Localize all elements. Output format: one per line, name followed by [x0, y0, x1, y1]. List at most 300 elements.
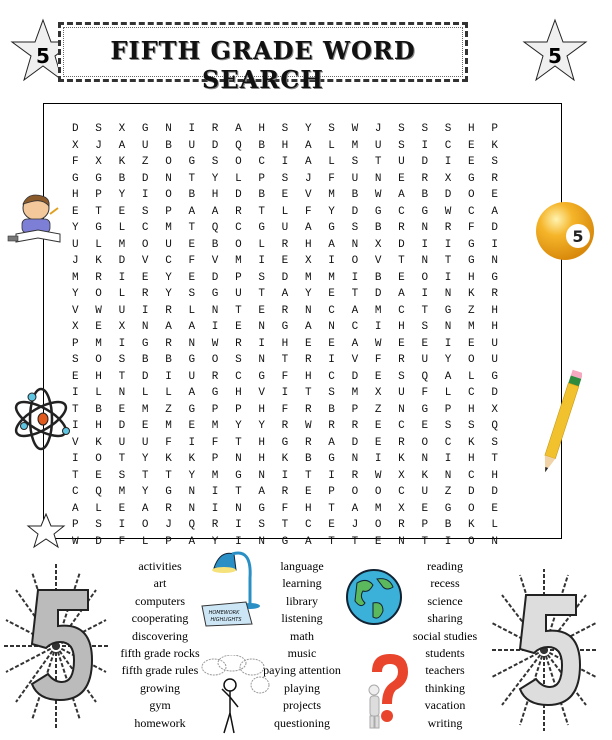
grid-letter: G: [374, 205, 382, 218]
grid-letter: A: [304, 222, 312, 234]
grid-letter: N: [235, 502, 242, 515]
grid-letter: T: [304, 469, 312, 482]
grid-letter: U: [118, 304, 126, 317]
grid-letter: M: [235, 255, 242, 267]
grid-letter: B: [258, 189, 265, 201]
grid-letter: A: [328, 436, 335, 449]
grid-letter: H: [398, 321, 405, 333]
word-list-column-3: [402, 558, 488, 732]
letter-grid: [72, 121, 515, 550]
grid-letter: U: [421, 354, 429, 366]
grid-letter: H: [211, 189, 219, 201]
grid-letter: T: [188, 172, 196, 185]
grid-letter: L: [235, 172, 242, 185]
grid-letter: S: [188, 288, 196, 300]
grid-letter: Q: [188, 519, 196, 531]
grid-letter: P: [421, 519, 429, 531]
grid-letter: Q: [95, 486, 102, 498]
grid-letter: S: [281, 172, 289, 185]
grid-letter: S: [328, 387, 335, 399]
grid-letter: D: [118, 255, 126, 267]
grid-letter: I: [118, 337, 126, 350]
grid-letter: T: [398, 255, 405, 267]
grid-letter: A: [188, 387, 196, 399]
grid-letter: A: [491, 205, 498, 218]
grid-letter: B: [95, 403, 102, 416]
grid-letter: N: [491, 255, 498, 267]
grid-letter: P: [72, 519, 79, 531]
grid-letter: C: [398, 205, 405, 218]
grid-letter: Y: [141, 486, 149, 498]
grid-letter: T: [118, 453, 126, 465]
grid-letter: X: [72, 139, 79, 152]
word-item: social studies: [412, 628, 478, 643]
grid-letter: Z: [165, 403, 172, 416]
grid-letter: P: [165, 535, 172, 548]
grid-letter: E: [95, 469, 102, 482]
grid-letter: W: [351, 123, 359, 135]
word-item: reading: [427, 559, 463, 573]
grid-letter: H: [468, 123, 475, 135]
grid-letter: S: [72, 354, 79, 366]
grid-letter: C: [165, 255, 172, 267]
grid-letter: Z: [468, 304, 475, 317]
grid-letter: E: [468, 337, 475, 350]
grid-letter: H: [468, 271, 475, 284]
grid-letter: T: [421, 535, 429, 548]
grid-letter: F: [72, 156, 79, 168]
grid-letter: D: [491, 387, 498, 399]
grid-letter: Y: [304, 123, 312, 135]
atom-icon: [8, 384, 74, 454]
grid-letter: B: [351, 189, 359, 201]
grid-letter: R: [304, 403, 312, 416]
grid-letter: A: [328, 238, 335, 251]
grid-letter: C: [235, 370, 242, 383]
grid-letter: G: [211, 288, 219, 300]
grid-letter: E: [118, 403, 126, 416]
grid-letter: S: [491, 436, 498, 449]
grid-letter: U: [188, 139, 196, 152]
grid-letter: R: [165, 337, 172, 350]
grid-letter: B: [374, 222, 382, 234]
grid-letter: B: [304, 453, 312, 465]
grid-letter: N: [444, 288, 452, 300]
grid-letter: K: [468, 436, 475, 449]
grid-letter: E: [304, 337, 312, 350]
grid-letter: H: [304, 502, 312, 515]
grid-letter: S: [444, 420, 452, 432]
grid-letter: I: [258, 337, 265, 350]
grid-letter: J: [351, 519, 359, 531]
grid-letter: G: [468, 238, 475, 251]
grid-letter: Q: [421, 370, 429, 383]
grid-letter: G: [258, 222, 265, 234]
grid-letter: O: [165, 189, 172, 201]
grid-letter: N: [421, 255, 429, 267]
grid-letter: R: [398, 354, 405, 366]
grid-letter: H: [235, 387, 242, 399]
grid-letter: N: [235, 453, 242, 465]
grid-letter: R: [304, 354, 312, 366]
grid-letter: K: [118, 156, 126, 168]
grid-letter: G: [141, 337, 149, 350]
grid-letter: C: [328, 370, 335, 383]
grid-letter: E: [374, 420, 382, 432]
grid-letter: I: [374, 453, 382, 465]
grid-letter: U: [398, 387, 405, 399]
word-item: sharing: [427, 611, 463, 626]
grid-letter: E: [374, 535, 382, 548]
grid-letter: I: [72, 420, 79, 432]
svg-text:HIGHLIGHTS: HIGHLIGHTS: [210, 617, 242, 623]
grid-letter: P: [351, 403, 359, 416]
word-item: paying attention: [263, 663, 341, 678]
grid-letter: C: [351, 321, 359, 333]
star-outline-icon: [26, 513, 66, 549]
grid-letter: U: [398, 156, 405, 168]
word-item: art: [153, 576, 167, 591]
grid-letter: V: [72, 304, 79, 317]
grid-letter: L: [118, 222, 126, 234]
grid-letter: D: [491, 486, 498, 498]
grid-letter: M: [351, 387, 359, 399]
grid-letter: J: [374, 123, 382, 135]
grid-letter: T: [328, 535, 335, 548]
grid-letter: K: [421, 469, 429, 482]
grid-letter: I: [188, 123, 196, 135]
svg-text:5: 5: [572, 227, 584, 246]
grid-letter: T: [258, 205, 265, 218]
grid-letter: D: [468, 486, 475, 498]
grid-letter: N: [188, 337, 196, 350]
grid-letter: C: [468, 387, 475, 399]
grid-letter: X: [118, 321, 126, 333]
grid-letter: E: [281, 189, 289, 201]
grid-letter: R: [421, 172, 429, 185]
grid-letter: E: [421, 337, 429, 350]
grid-letter: S: [444, 123, 452, 135]
grid-letter: O: [374, 486, 382, 498]
grid-letter: H: [491, 304, 498, 317]
grid-letter: M: [211, 469, 219, 482]
grid-letter: I: [141, 304, 149, 317]
title-banner: [58, 22, 468, 94]
grid-letter: E: [328, 519, 335, 531]
grid-letter: Y: [141, 453, 149, 465]
word-item: students: [425, 645, 465, 660]
grid-letter: V: [351, 354, 359, 366]
grid-letter: L: [141, 535, 149, 548]
grid-letter: C: [235, 222, 242, 234]
word-item: vacation: [424, 698, 466, 713]
grid-letter: N: [398, 535, 405, 548]
grid-letter: I: [281, 156, 289, 168]
grid-letter: H: [72, 189, 79, 201]
grid-letter: U: [374, 139, 382, 152]
grid-letter: P: [235, 403, 242, 416]
grid-letter: S: [421, 123, 429, 135]
grid-letter: R: [281, 486, 289, 498]
word-item: playing: [284, 680, 320, 695]
big-five-sunburst-left: [2, 560, 110, 732]
grid-letter: I: [421, 288, 429, 300]
grid-letter: G: [491, 370, 498, 383]
grid-letter: S: [328, 123, 335, 135]
grid-letter: T: [118, 370, 126, 383]
grid-letter: G: [281, 321, 289, 333]
grid-letter: E: [281, 255, 289, 267]
grid-letter: U: [491, 337, 498, 350]
grid-letter: M: [304, 271, 312, 284]
grid-letter: A: [444, 370, 452, 383]
grid-letter: A: [211, 205, 219, 218]
grid-letter: E: [374, 436, 382, 449]
grid-letter: A: [165, 321, 172, 333]
grid-letter: R: [491, 172, 498, 185]
grid-letter: E: [72, 205, 79, 218]
grid-letter: R: [211, 123, 219, 135]
grid-letter: D: [141, 370, 149, 383]
grid-letter: I: [118, 519, 126, 531]
grid-letter: K: [95, 436, 102, 449]
grid-letter: U: [421, 486, 429, 498]
grid-letter: U: [141, 436, 149, 449]
grid-letter: A: [398, 288, 405, 300]
grid-letter: A: [398, 189, 405, 201]
grid-letter: I: [235, 519, 242, 531]
grid-letter: E: [328, 288, 335, 300]
grid-letter: H: [258, 453, 265, 465]
grid-letter: T: [491, 453, 498, 465]
grid-letter: H: [491, 321, 498, 333]
grid-letter: U: [235, 288, 242, 300]
grid-letter: Y: [188, 469, 196, 482]
grid-letter: Q: [235, 139, 242, 152]
grid-letter: T: [281, 354, 289, 366]
grid-letter: O: [421, 436, 429, 449]
grid-letter: L: [258, 238, 265, 251]
grid-letter: N: [421, 222, 429, 234]
grid-letter: E: [421, 502, 429, 515]
grid-letter: B: [118, 172, 126, 185]
grid-letter: I: [328, 255, 335, 267]
grid-letter: I: [444, 337, 452, 350]
grid-letter: I: [188, 436, 196, 449]
grid-letter: F: [165, 436, 172, 449]
word-search-grid-box: [43, 103, 562, 548]
grid-letter: X: [374, 387, 382, 399]
grid-letter: O: [95, 354, 102, 366]
word-item: library: [286, 593, 318, 608]
grid-letter: N: [258, 535, 265, 548]
grid-letter: S: [258, 271, 265, 284]
grid-letter: U: [281, 222, 289, 234]
grid-letter: L: [468, 370, 475, 383]
grid-letter: N: [491, 535, 498, 548]
grid-letter: E: [491, 502, 498, 515]
grid-letter: K: [281, 453, 289, 465]
grid-letter: S: [118, 469, 126, 482]
grid-letter: G: [281, 436, 289, 449]
grid-letter: M: [165, 222, 172, 234]
grid-letter: D: [444, 189, 452, 201]
grid-letter: O: [468, 189, 475, 201]
grid-letter: T: [351, 288, 359, 300]
grid-letter: G: [165, 486, 172, 498]
grid-letter: G: [72, 172, 79, 185]
grid-letter: A: [188, 535, 196, 548]
grid-letter: N: [258, 354, 265, 366]
grid-letter: C: [398, 486, 405, 498]
student-reading-icon: [6, 188, 68, 248]
grid-letter: R: [211, 519, 219, 531]
grid-letter: E: [491, 189, 498, 201]
grid-letter: M: [351, 139, 359, 152]
grid-letter: E: [468, 139, 475, 152]
grid-letter: S: [141, 205, 149, 218]
grid-letter: E: [258, 304, 265, 317]
grid-letter: B: [188, 189, 196, 201]
grid-letter: W: [374, 469, 382, 482]
grid-letter: C: [141, 222, 149, 234]
grid-letter: R: [235, 337, 242, 350]
grid-letter: E: [328, 337, 335, 350]
grid-letter: D: [374, 288, 382, 300]
grid-letter: I: [281, 387, 289, 399]
grid-letter: N: [165, 123, 172, 135]
grid-letter: R: [444, 222, 452, 234]
grid-letter: O: [351, 255, 359, 267]
grid-letter: X: [491, 403, 498, 416]
grid-letter: D: [421, 156, 429, 168]
grid-letter: I: [165, 370, 172, 383]
grid-letter: F: [281, 502, 289, 515]
grid-letter: T: [304, 387, 312, 399]
grid-letter: D: [398, 238, 405, 251]
grid-letter: M: [141, 403, 149, 416]
grid-letter: H: [491, 469, 498, 482]
grid-letter: E: [141, 271, 149, 284]
grid-letter: H: [468, 453, 475, 465]
grid-letter: S: [258, 519, 265, 531]
grid-letter: K: [188, 453, 196, 465]
grid-letter: Z: [141, 156, 149, 168]
grid-letter: T: [72, 403, 79, 416]
grid-letter: A: [141, 502, 149, 515]
grid-letter: E: [398, 337, 405, 350]
grid-letter: E: [95, 321, 102, 333]
grid-letter: S: [95, 519, 102, 531]
grid-letter: U: [72, 238, 79, 251]
grid-letter: K: [468, 288, 475, 300]
grid-letter: P: [95, 189, 102, 201]
grid-letter: L: [188, 304, 196, 317]
grid-letter: U: [491, 354, 498, 366]
grid-letter: X: [374, 238, 382, 251]
grid-letter: G: [468, 255, 475, 267]
grid-letter: R: [398, 222, 405, 234]
grid-letter: E: [72, 370, 79, 383]
grid-letter: F: [118, 535, 126, 548]
grid-letter: J: [165, 519, 172, 531]
grid-letter: E: [374, 370, 382, 383]
grid-letter: M: [95, 337, 102, 350]
grid-letter: Q: [211, 222, 219, 234]
grid-letter: U: [141, 139, 149, 152]
grid-letter: G: [141, 123, 149, 135]
grid-letter: F: [374, 354, 382, 366]
grid-letter: N: [421, 453, 429, 465]
grid-letter: B: [374, 271, 382, 284]
grid-letter: O: [374, 519, 382, 531]
word-item: cooperating: [131, 611, 189, 626]
grid-letter: F: [211, 436, 219, 449]
grid-letter: I: [72, 453, 79, 465]
grid-letter: A: [118, 139, 126, 152]
grid-letter: F: [421, 387, 429, 399]
word-item: math: [290, 628, 314, 643]
grid-letter: W: [374, 337, 382, 350]
grid-letter: L: [95, 502, 102, 515]
grid-letter: P: [235, 271, 242, 284]
grid-letter: L: [95, 387, 102, 399]
grid-letter: G: [235, 469, 242, 482]
grid-letter: L: [328, 156, 335, 168]
grid-letter: C: [444, 139, 452, 152]
word-item: listening: [281, 611, 323, 626]
grid-letter: F: [304, 205, 312, 218]
word-item: teachers: [425, 663, 465, 678]
grid-letter: D: [72, 123, 79, 135]
grid-letter: Y: [328, 205, 335, 218]
grid-letter: S: [95, 123, 102, 135]
word-item: computers: [135, 593, 185, 608]
grid-letter: H: [281, 337, 289, 350]
grid-letter: A: [351, 502, 359, 515]
grid-letter: E: [188, 238, 196, 251]
grid-letter: C: [468, 205, 475, 218]
grid-letter: G: [281, 535, 289, 548]
grid-letter: C: [304, 519, 312, 531]
grid-letter: R: [95, 271, 102, 284]
grid-letter: E: [188, 271, 196, 284]
grid-letter: G: [211, 387, 219, 399]
grid-letter: P: [328, 486, 335, 498]
grid-letter: D: [491, 222, 498, 234]
grid-letter: G: [421, 403, 429, 416]
grid-letter: D: [351, 370, 359, 383]
grid-letter: A: [304, 156, 312, 168]
grid-letter: N: [444, 469, 452, 482]
grid-letter: L: [444, 387, 452, 399]
grid-letter: E: [141, 420, 149, 432]
grid-letter: T: [95, 205, 102, 218]
grid-letter: X: [72, 321, 79, 333]
grid-letter: D: [351, 436, 359, 449]
grid-letter: M: [374, 304, 382, 317]
grid-letter: H: [304, 370, 312, 383]
word-item: projects: [283, 698, 321, 713]
svg-text:HOMEWORK: HOMEWORK: [208, 610, 240, 616]
grid-letter: D: [281, 271, 289, 284]
grid-letter: X: [398, 502, 405, 515]
grid-letter: A: [304, 535, 312, 548]
grid-letter: S: [491, 156, 498, 168]
grid-letter: I: [421, 139, 429, 152]
grid-letter: N: [118, 387, 126, 399]
grid-letter: A: [351, 337, 359, 350]
